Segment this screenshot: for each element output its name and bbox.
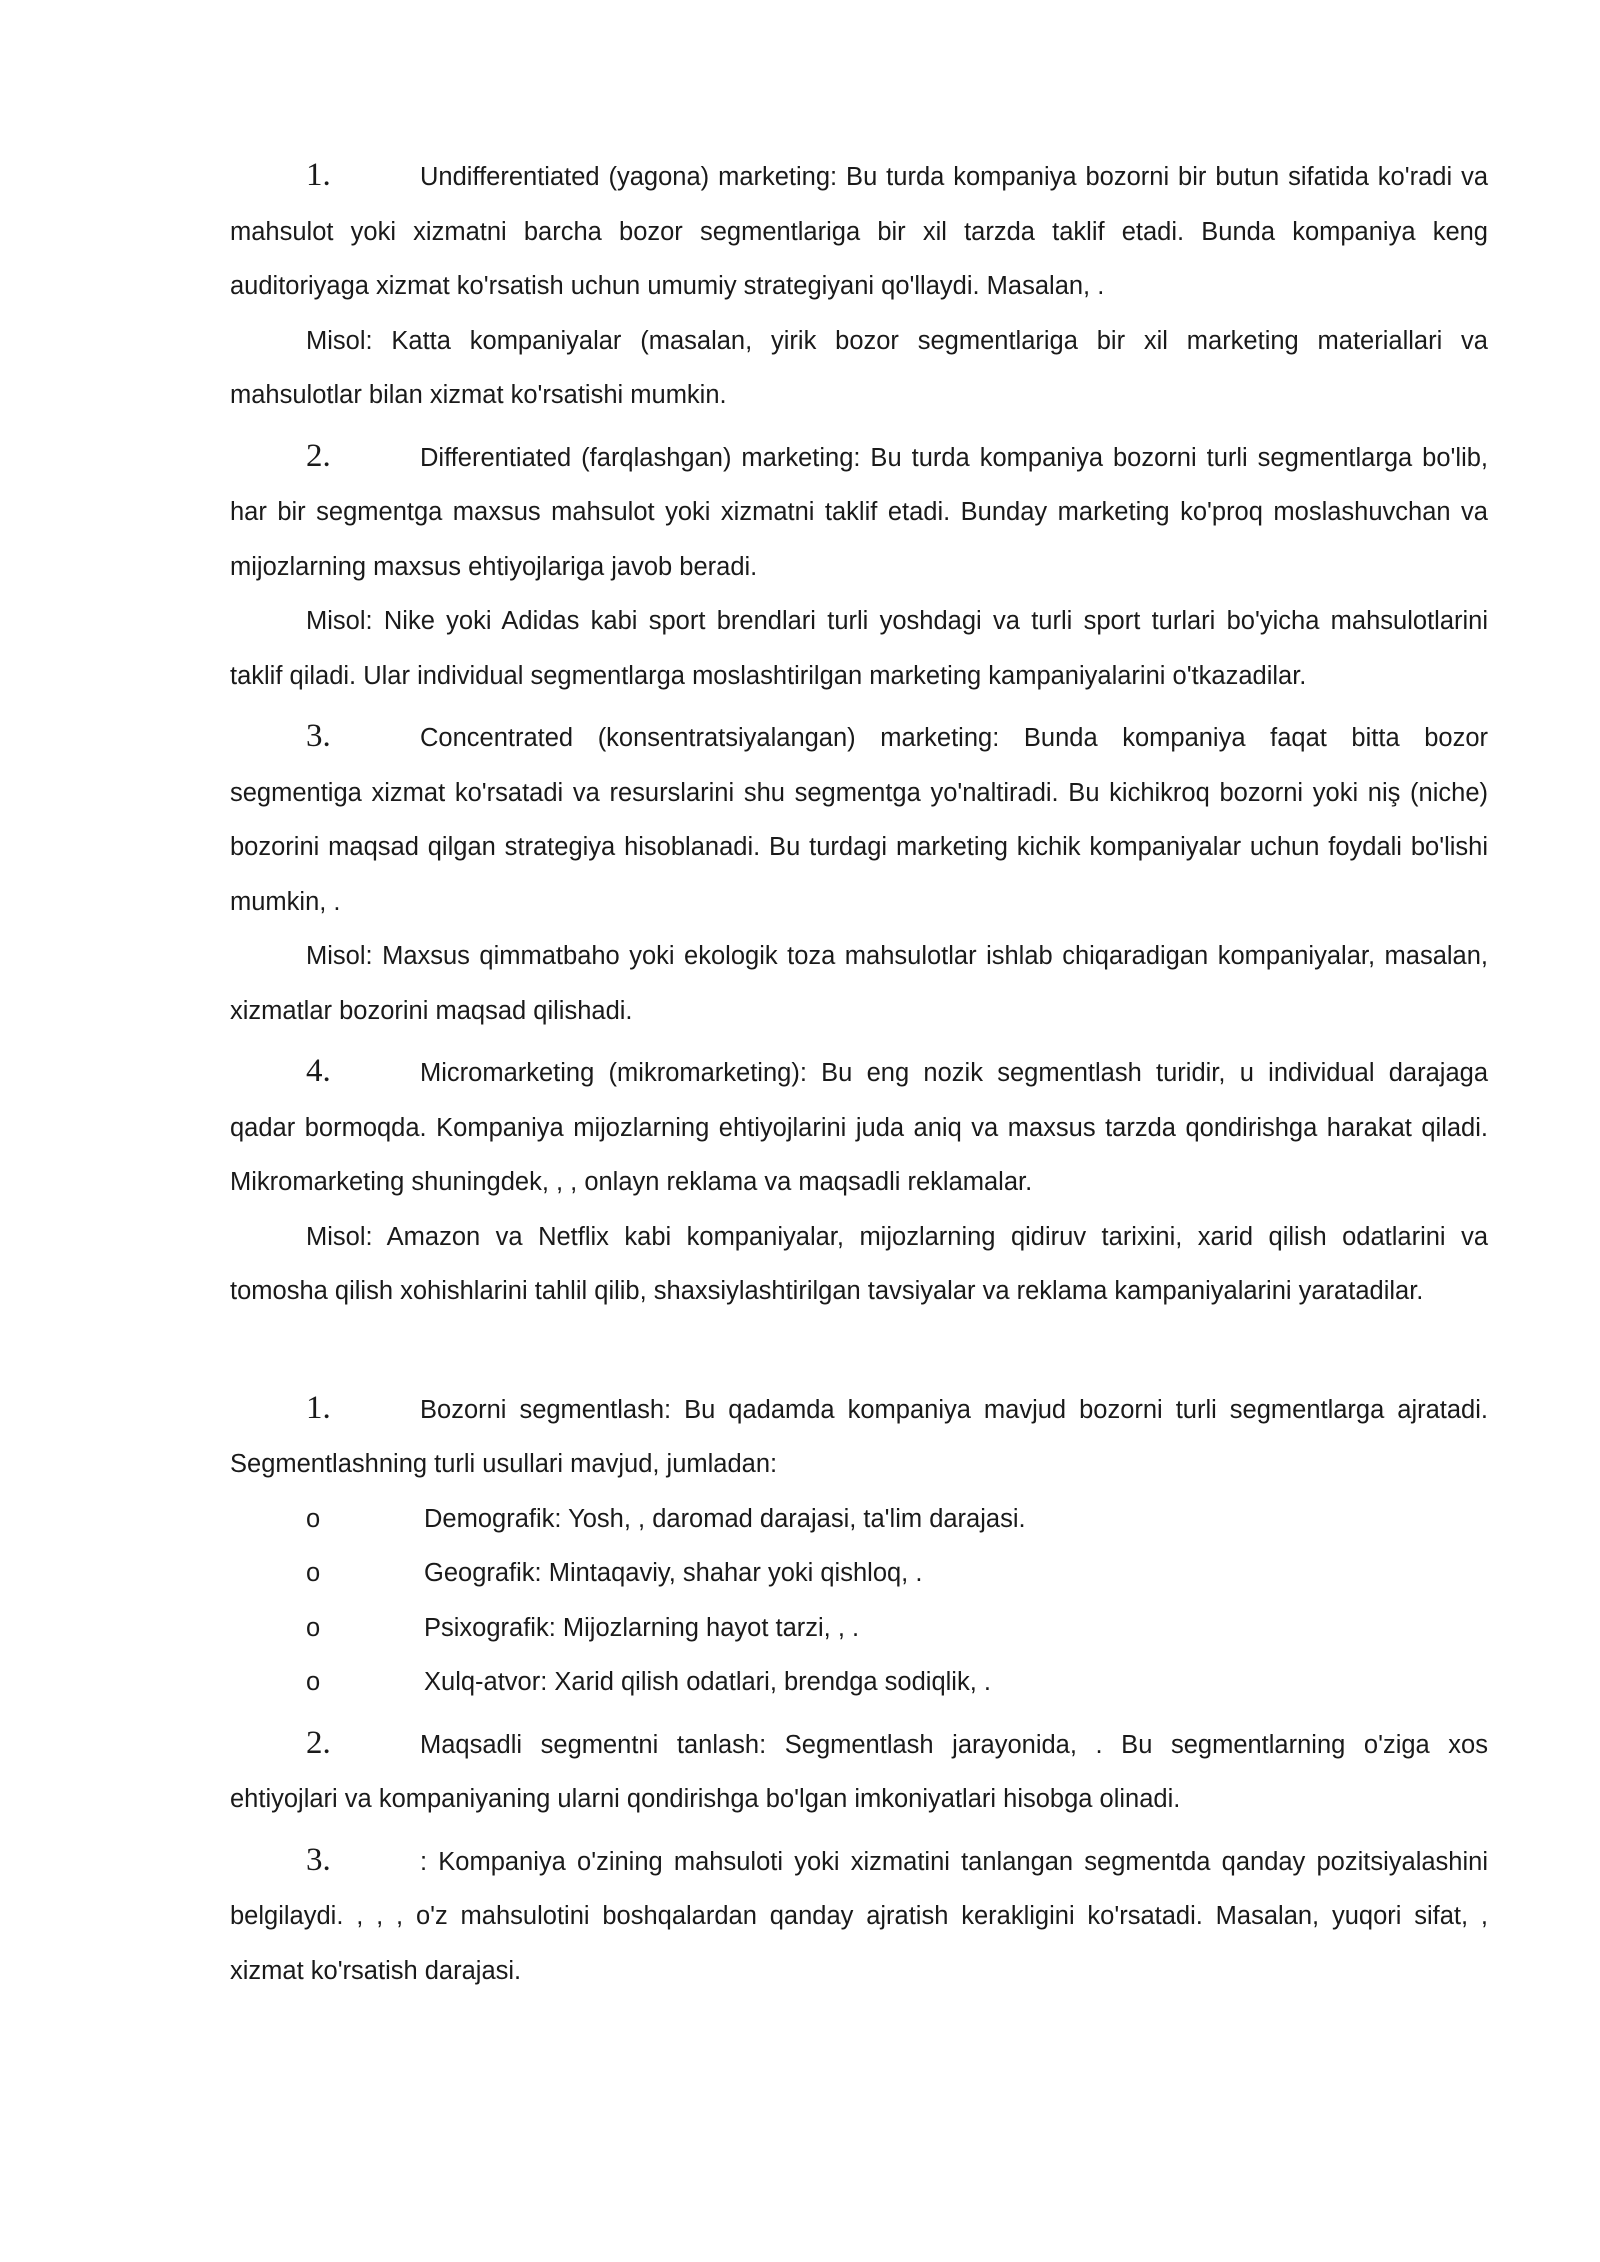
item-number: 3. [306,1841,331,1878]
bullet-item [230,1546,1488,1601]
example-paragraph: Misol: Amazon va Netflix kabi kompaniyalar, mijozlarning qidiruv tarixini, xarid qilish odatlarini va tomosha qilish xohishlarini tahlil qilib, shaxsiylashtirilgan tavsiyalar va reklama kampaniyalarini yaratadilar. [230,1222,1488,1305]
example-paragraph: Misol: Katta kompaniyalar (masalan, yirik bozor segmentlariga bir xil marketing materiallari va mahsulotlar bilan xizmat ko'rsatishi mumkin. [230,326,1488,409]
example-paragraph: Misol: Nike yoki Adidas kabi sport brendlari turli yoshdagi va turli sport turlari bo'yicha mahsulotlarini taklif qiladi. Ular individual segmentlarga moslashtirilgan marketing kampaniyalarini o'tkazadilar. [230,607,1488,690]
item-number: 2. [306,437,331,474]
bullet-marker: o [306,1504,321,1533]
list-item [230,429,1488,595]
bullet-text: Xulq-atvor: Xarid qilish odatlari, brendga sodiqlik, . [424,1668,991,1696]
bullet-item [230,1492,1488,1547]
example-paragraph: Misol: Maxsus qimmatbaho yoki ekologik toza mahsulotlar ishlab chiqaradigan kompaniyalar, masalan, xizmatlar bozorini maqsad qilishadi. [230,942,1488,1025]
item-text: : Kompaniya o'zining mahsuloti yoki xizmatini tanlangan segmentda qanday pozitsiyalashini belgilaydi. , , , o'z mahsulotini boshqalardan qanday ajratish kerakligini ko'rsatadi. Masalan, yuqori sifat, , xizmat ko'rsatish darajasi. [230,1847,1488,1985]
bullet-item [230,1655,1488,1710]
item-number: 4. [306,1053,331,1089]
item-number: 2. [306,1724,331,1761]
list-item [230,1716,1488,1827]
item-text: Maqsadli segmentni tanlash: Segmentlash jarayonida, . Bu segmentlarning o'ziga xos ehtiyojlari va kompaniyaning ularni qondirishga bo'lgan imkoniyatlari hisobga olinadi. [230,1730,1488,1813]
item-text: Undifferentiated (yagona) marketing: Bu turda kompaniya bozorni bir butun sifatida ko'radi va mahsulot yoki xizmatni barcha bozor segmentlariga bir xil tarzda taklif etadi. Bunda kompaniya keng auditoriyaga xizmat ko'rsatish uchun umumiy strategiyani qo'llaydi. Masalan, . [230,163,1488,300]
item-text: Concentrated (konsentratsiyalangan) marketing: Bunda kompaniya faqat bitta bozor segmentiga xizmat ko'rsatadi va resurslarini shu segmentga yo'naltiradi. Bu kichikroq bozorni yoki niş (niche) bozorini maqsad qilgan strategiya hisoblanadi. Bu turdagi marketing kichik kompaniyalar uchun foydali bo'lishi mumkin, . [230,724,1488,916]
item-text: Bozorni segmentlash: Bu qadamda kompaniya mavjud bozorni turli segmentlarga ajratadi. Segmentlashning turli usullari mavjud, jumladan: [230,1395,1488,1478]
bullet-item [230,1601,1488,1656]
list-item [230,709,1488,929]
bullet-marker: o [306,1559,321,1587]
bullet-text: Demografik: Yosh, , daromad darajasi, ta'lim darajasi. [424,1504,1026,1533]
list-item [230,1833,1488,1999]
item-text: Micromarketing (mikromarketing): Bu eng nozik segmentlash turidir, u individual darajaga qadar bormoqda. Kompaniya mijozlarning ehtiyojlarini juda aniq va maxsus tarzda qondirishga harakat qiladi. Mikromarketing shuningdek, , , onlayn reklama va maqsadli reklamalar. [230,1059,1488,1196]
bullet-marker: o [306,1668,321,1696]
bullet-marker: o [306,1613,321,1642]
item-number: 1. [306,1389,331,1426]
document-body [230,148,1488,1998]
bullet-text: Psixografik: Mijozlarning hayot tarzi, , . [424,1613,860,1642]
bullet-text: Geografik: Mintaqaviy, shahar yoki qishloq, . [424,1559,923,1587]
item-text: Differentiated (farqlashgan) marketing: Bu turda kompaniya bozorni turli segmentlarga bo'lib, har bir segmentga maxsus mahsulot yoki xizmatni taklif etadi. Bunday marketing ko'proq moslashuvchan va mijozlarning maxsus ehtiyojlariga javob beradi. [230,443,1488,581]
item-number: 3. [306,718,331,754]
item-number: 1. [306,157,331,193]
list-item [230,148,1488,314]
list-item [230,1381,1488,1492]
list-item [230,1044,1488,1210]
